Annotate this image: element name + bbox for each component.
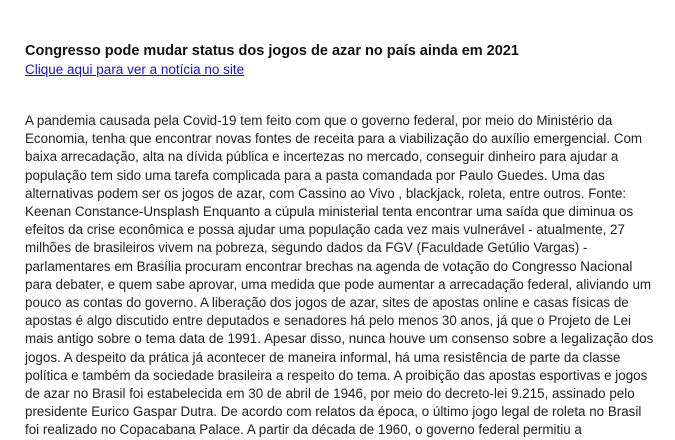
body-line: apostas é algo discutido entre deputados e senadores há pelo menos 30 anos, já que o Projeto de Lei bbox=[25, 313, 631, 329]
body-line: presidente Eurico Gaspar Dutra. De acordo com relatos da época, o último jogo legal de roleta no Brasil bbox=[25, 404, 642, 420]
body-line: pouco as contas do governo. A liberação dos jogos de azar, sites de apostas online e casas físicas de bbox=[25, 295, 629, 311]
body-line: foi realizado no Copacabana Palace. A partir da década de 1960, o governo federal permitiu a bbox=[25, 422, 582, 438]
body-line: política e também da sociedade brasileira a respeito do tema. A proibição das apostas esportivas e jogos bbox=[25, 367, 648, 383]
body-line: de azar no Brasil foi estabelecida em 30 de abril de 1946, por meio do decreto-lei 9.215, assinado pelo bbox=[25, 386, 635, 402]
body-line: baixa arrecadação, alta na dívida pública e incertezas no mercado, conseguir dinheiro para ajudar a bbox=[25, 149, 619, 165]
body-line: Economia, tenha que encontrar novas fontes de receita para a viabilização do auxílio emergencial. Com bbox=[25, 131, 643, 147]
body-line: alternativas podem ser os jogos de azar, com Cassino ao Vivo , blackjack, roleta, entre outros. Fonte: bbox=[25, 185, 627, 201]
body-line: jogos. A despeito da prática já acontecer de maneira informal, há uma resistência de parte da classe bbox=[25, 349, 621, 365]
body-line: milhões de brasileiros vivem na pobreza, segundo dados da FGV (Faculdade Getúlio Vargas) - bbox=[25, 240, 588, 256]
body-line: população tem sido uma tarefa complicada para a pasta comandada por Paulo Guedes. Uma das bbox=[25, 167, 605, 183]
body-line: Keenan Constance-Unsplash Enquanto a cúpula ministerial tenta encontrar uma saída que diminua os bbox=[25, 204, 634, 220]
body-line: parlamentares em Brasília procuram encontrar brechas na agenda de votação do Congresso Nacional bbox=[25, 258, 633, 274]
article-title: Congresso pode mudar status dos jogos de azar no país ainda em 2021 bbox=[25, 43, 519, 59]
body-line: A pandemia causada pela Covid-19 tem feito com que o governo federal, por meio do Ministério da bbox=[25, 113, 613, 128]
body-line: para debater, e quem sabe aprovar, uma medida que pode aumentar a arrecadação federal, aliviando um bbox=[25, 276, 652, 292]
body-line: efeitos da crise econômica e possa ajudar uma população cada vez mais vulnerável - atualmente, 27 bbox=[25, 222, 625, 238]
body-line: mais antigo sobre o tema data de 1991. Apesar disso, nunca houve um consenso sobre a legalização dos bbox=[25, 331, 654, 347]
view-article-link[interactable]: Clique aqui para ver a notícia no site bbox=[25, 62, 245, 77]
article-body bbox=[25, 112, 675, 440]
